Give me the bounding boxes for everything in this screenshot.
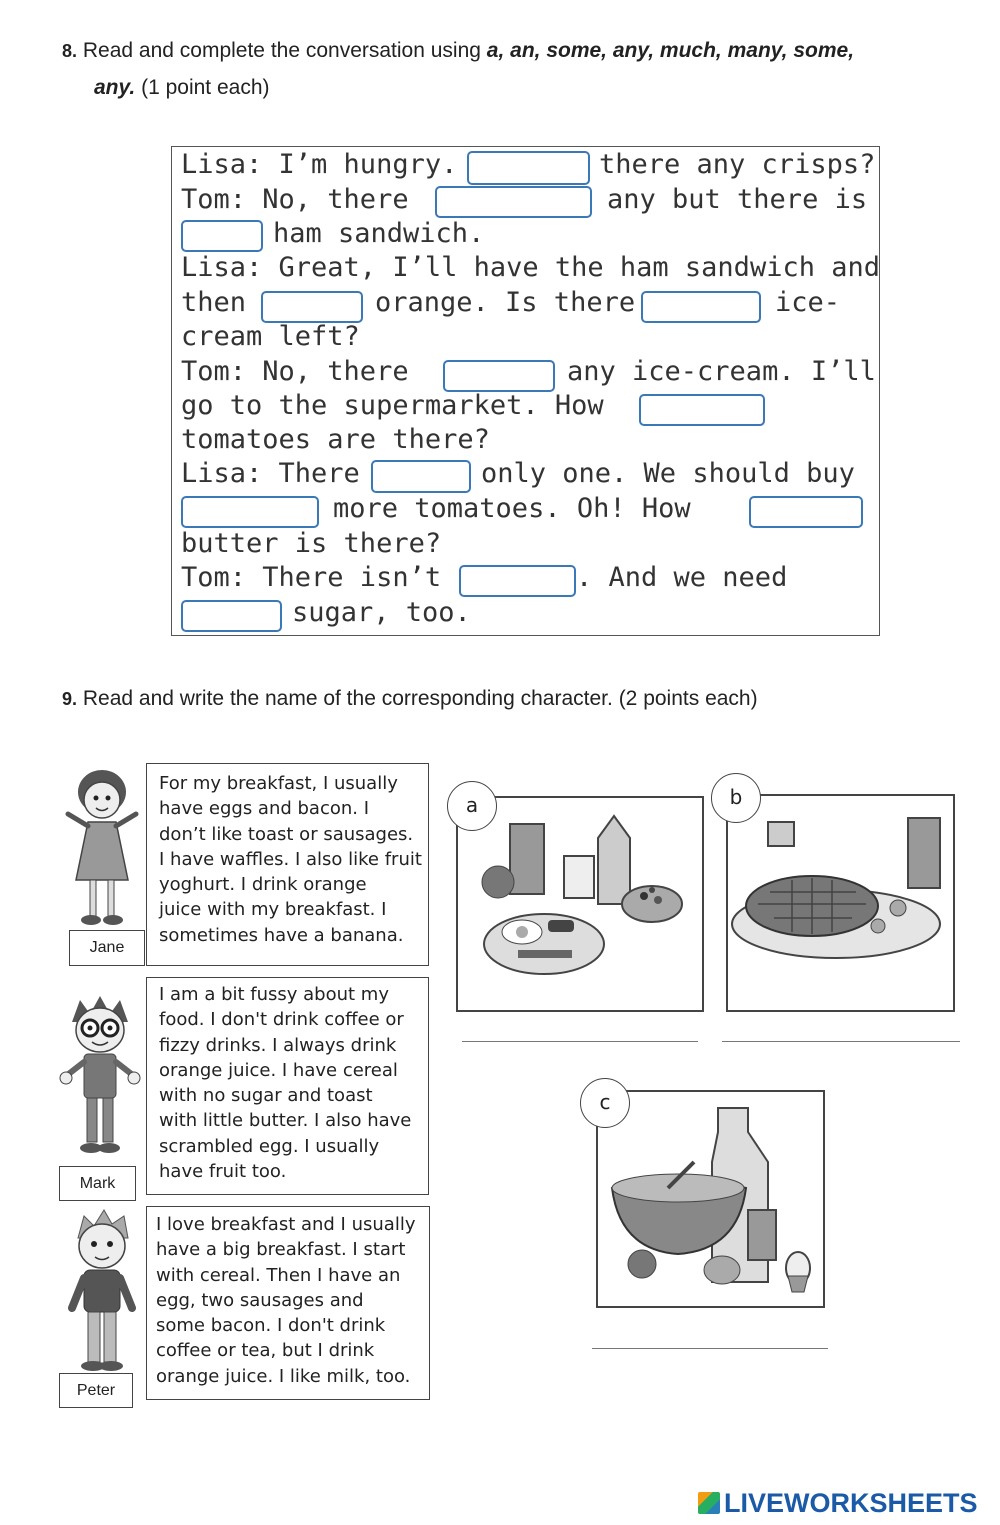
answer-line-c[interactable] xyxy=(592,1348,828,1349)
picture-label-circle: c xyxy=(580,1078,630,1128)
answer-blank-11[interactable] xyxy=(459,565,576,597)
peter-illustration xyxy=(60,1208,144,1376)
character-name-label: Peter xyxy=(59,1373,133,1408)
picture-label-circle: a xyxy=(447,781,497,831)
question-9-instruction: 9. Read and write the name of the corresponding character. (2 points each) xyxy=(62,687,758,710)
conversation-text: Lisa: There xyxy=(181,458,360,489)
jane-description-text: For my breakfast, I usually have eggs and bacon. I don’t like toast or sausages. I have waffles. I also like fruit yoghurt. I drink orange juice with my breakfast. I sometimes have a banana. xyxy=(159,773,422,946)
picture-label-circle: b xyxy=(711,773,761,823)
breakfast-picture-b xyxy=(728,796,953,1010)
answer-blank-6[interactable] xyxy=(443,360,555,392)
character-name-label: Mark xyxy=(59,1166,136,1201)
answer-blank-2[interactable] xyxy=(435,186,592,218)
question-8-instruction: 8. Read and complete the conversation using a, an, some, any, much, many, some, xyxy=(62,39,855,62)
answer-blank-9[interactable] xyxy=(181,496,319,528)
conversation-text: any but there is xyxy=(607,184,868,215)
answer-line-b[interactable] xyxy=(722,1041,960,1042)
answer-blank-12[interactable] xyxy=(181,600,282,632)
answer-blank-10[interactable] xyxy=(749,496,863,528)
mark-description-text: I am a bit fussy about my food. I don't drink coffee or fizzy drinks. I always drink orange juice. I have cereal with no sugar and toast with little butter. I also have scrambled egg. I usually have fruit too. xyxy=(159,984,412,1183)
peter-description-text: I love breakfast and I usually have a big breakfast. I start with cereal. Then I have an egg, two sausages and some bacon. I don't drink coffee or tea, but I drink orange juice. I like milk, too. xyxy=(156,1214,416,1387)
answer-blank-4[interactable] xyxy=(261,291,363,323)
liveworksheets-icon xyxy=(698,1492,720,1514)
answer-blank-5[interactable] xyxy=(641,291,761,323)
answer-blank-3[interactable] xyxy=(181,220,263,252)
conversation-text: any ice-cream. I’ll xyxy=(567,356,876,387)
breakfast-picture-a xyxy=(458,798,702,1010)
picture-a-frame xyxy=(456,796,704,1012)
conversation-text: tomatoes are there? xyxy=(181,424,490,455)
conversation-text: Tom: No, there xyxy=(181,184,409,215)
conversation-text: Tom: No, there xyxy=(181,356,409,387)
picture-b-frame xyxy=(726,794,955,1012)
conversation-text: sugar, too. xyxy=(292,597,471,628)
conversation-text: Lisa: I’m hungry. xyxy=(181,149,458,180)
mark-illustration xyxy=(58,992,142,1164)
conversation-text: only one. We should buy xyxy=(481,458,855,489)
answer-line-a[interactable] xyxy=(462,1041,698,1042)
conversation-text: ham sandwich. xyxy=(273,218,485,249)
conversation-text: butter is there? xyxy=(181,528,442,559)
conversation-text: ice- xyxy=(775,287,841,318)
conversation-text: more tomatoes. Oh! How xyxy=(333,493,691,524)
conversation-box xyxy=(171,146,880,636)
conversation-text: Lisa: Great, I’ll have the ham sandwich and xyxy=(181,252,880,283)
conversation-text: . And we need xyxy=(576,562,788,593)
question-8-instruction-cont: any. (1 point each) xyxy=(94,76,270,99)
conversation-text: cream left? xyxy=(181,321,360,352)
answer-blank-8[interactable] xyxy=(371,460,471,493)
breakfast-picture-c xyxy=(598,1092,823,1306)
conversation-text: go to the supermarket. How xyxy=(181,390,604,421)
picture-c-frame xyxy=(596,1090,825,1308)
character-name-label: Jane xyxy=(69,930,145,966)
conversation-text: Tom: There isn’t xyxy=(181,562,442,593)
conversation-text: orange. Is there xyxy=(375,287,636,318)
conversation-text: there any crisps? xyxy=(599,149,876,180)
answer-blank-1[interactable] xyxy=(467,151,590,185)
liveworksheets-logo: LIVEWORKSHEETS xyxy=(698,1488,978,1519)
jane-illustration xyxy=(60,762,144,930)
answer-blank-7[interactable] xyxy=(639,394,765,426)
conversation-text: then xyxy=(181,287,247,318)
